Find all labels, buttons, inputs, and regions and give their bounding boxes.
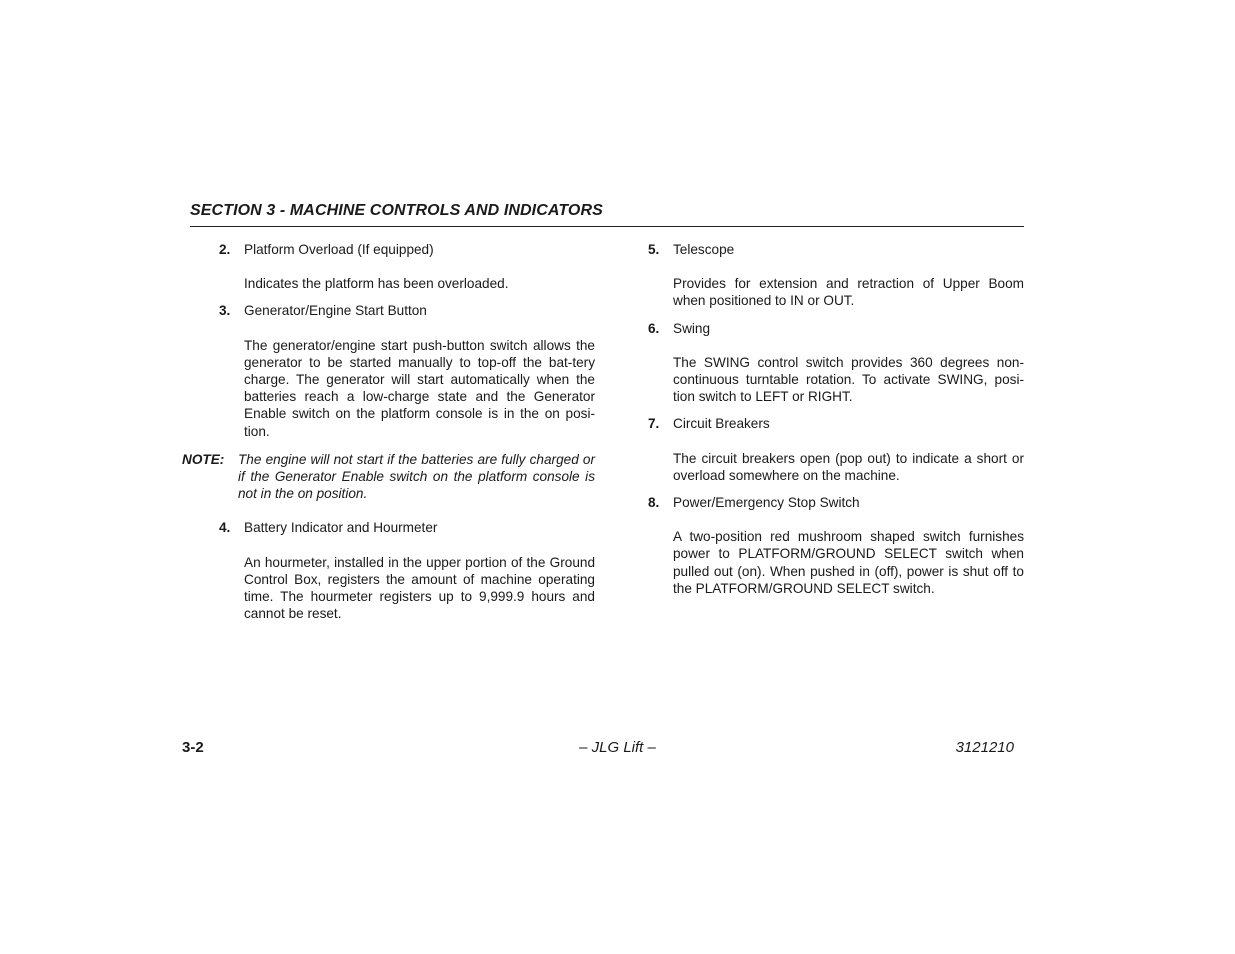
item-title: Telescope [673,242,735,257]
list-item-swing [648,320,1024,406]
list-item-circuit-breakers [648,415,1024,484]
item-number: 8. [648,495,660,511]
item-body: An hourmeter, installed in the upper portion of the Ground Control Box, registers the amount of machine operating time. The hourmeter registers up to 9,999.9 hours and cannot be reset. [244,554,595,622]
section-header [190,202,1024,227]
item-number: 6. [648,320,660,336]
item-body: Provides for extension and retraction of Upper Boom when positioned to IN or OUT. [673,276,1024,309]
item-title: Battery Indicator and Hourmeter [244,520,438,536]
left-column [182,241,595,622]
item-body: The generator/engine start push-button switch allows the generator to be started manually to top-off the bat-tery charge. The generator will start automatically when the batteries reach a low-charge state and the Generator Enable switch on the platform console is in the on posi-tion. [244,337,595,439]
item-number: 2. [219,242,231,257]
item-title: Power/Emergency Stop Switch [673,495,860,511]
item-body: A two-position red mushroom shaped switch furnishes power to PLATFORM/GROUND SELECT switch when pulled out (on). When pushed in (off), power is shut off to the PLATFORM/GROUND SELECT switch. [673,529,1024,596]
item-body: Indicates the platform has been overloaded. [244,276,509,292]
page-number: 3-2 [182,739,204,756]
note-label: NOTE: [182,451,225,467]
note-block [182,451,595,503]
list-item-emergency-stop [648,494,1024,597]
item-title: Circuit Breakers [673,416,770,432]
item-heading [182,241,595,258]
item-title: Platform Overload (If equipped) [244,242,434,257]
list-item-battery-hourmeter [182,519,595,622]
item-heading [648,415,1024,432]
item-title: Swing [673,320,711,336]
item-title: Generator/Engine Start Button [244,303,427,319]
item-heading [182,519,595,536]
item-number: 3. [219,303,231,319]
item-number: 5. [648,242,660,257]
item-heading [182,302,595,319]
item-number: 4. [219,520,231,536]
item-body: The SWING control switch provides 360 degrees non-continuous turntable rotation. To activate SWING, posi-tion switch to LEFT or RIGHT. [673,354,1024,405]
footer-brand: – JLG Lift – [579,739,656,756]
document-number: 3121210 [955,739,1014,756]
item-heading [648,494,1024,511]
item-heading [648,320,1024,337]
item-body: The circuit breakers open (pop out) to indicate a short or overload somewhere on the machine. [673,450,1024,483]
item-heading [648,241,1024,258]
item-number: 7. [648,416,660,432]
note-text: The engine will not start if the batteries are fully charged or if the Generator Enable switch on the platform console is not in the on position. [238,451,595,502]
list-item-platform-overload [182,241,595,292]
list-item-telescope [648,241,1024,310]
right-column [648,241,1024,597]
section-title: SECTION 3 - MACHINE CONTROLS AND INDICATORS [190,202,603,219]
list-item-generator-start [182,302,595,439]
